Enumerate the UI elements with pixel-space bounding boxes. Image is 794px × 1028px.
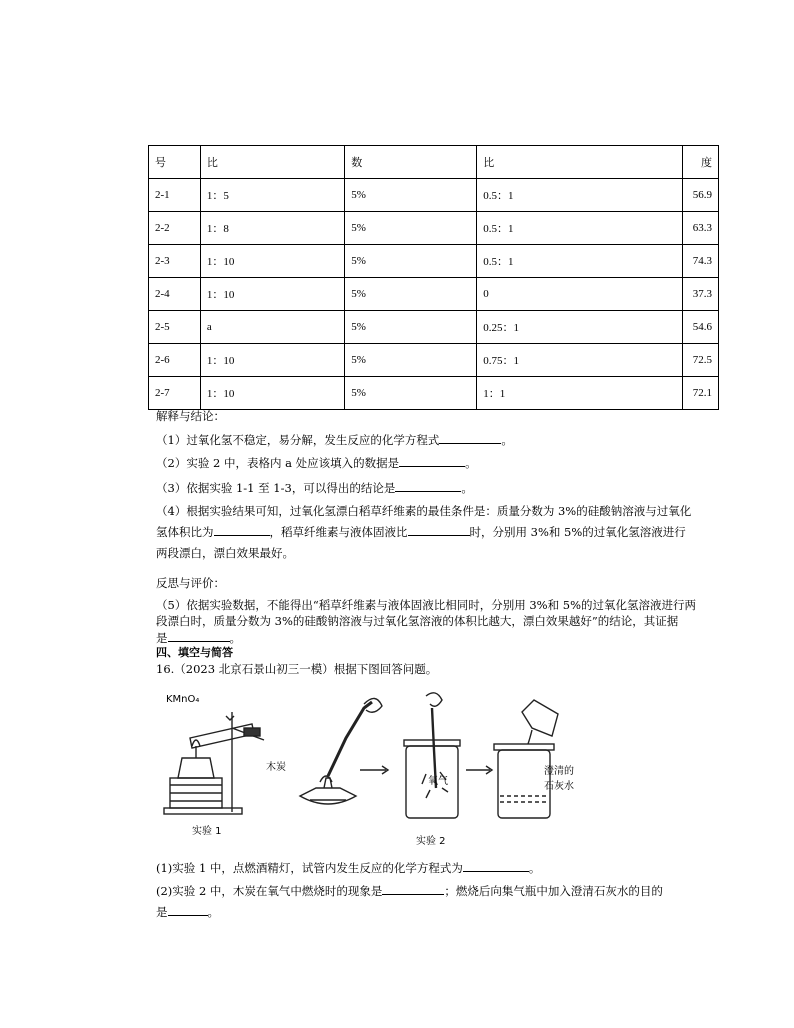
- table-cell: 1：10: [200, 377, 344, 410]
- table-cell: 1：1: [477, 377, 682, 410]
- experiment-figure: [160, 688, 600, 848]
- table-cell: 2-1: [149, 179, 201, 212]
- table-cell: 1：10: [200, 278, 344, 311]
- section-explain: 解释与结论：: [156, 409, 225, 423]
- table-row: [149, 179, 719, 212]
- table-cell: 2-4: [149, 278, 201, 311]
- question-5: （5）依据实验数据，不能得出“稻草纤维素与液体固液比相同时，分别用 3%和 5%的过氧化氢溶液进行两 段漂白时，质量分数为 3%的硅酸钠溶液与过氧化氢溶液的体积比越大，漂白效果越好”的结论，其证据 是 。: [156, 598, 696, 645]
- table-row: [149, 245, 719, 278]
- table-cell: 54.6: [682, 311, 718, 344]
- table-cell: 5%: [345, 245, 477, 278]
- table-cell: 72.5: [682, 344, 718, 377]
- table-cell: 5%: [345, 179, 477, 212]
- table-cell: 2-7: [149, 377, 201, 410]
- table-cell: 0.5：1: [477, 212, 682, 245]
- table-cell: 0.25：1: [477, 311, 682, 344]
- table-cell: 1：10: [200, 344, 344, 377]
- table-cell: 2-5: [149, 311, 201, 344]
- answer-blank[interactable]: [382, 882, 444, 895]
- answer-blank[interactable]: [168, 629, 230, 642]
- section-4-heading: 四、填空与简答: [156, 646, 233, 659]
- limewater-jar: [494, 700, 558, 818]
- table-cell: 74.3: [682, 245, 718, 278]
- kmno4-label: KMnO₄: [166, 694, 200, 705]
- section-reflect: 反思与评价：: [156, 576, 225, 590]
- table-cell: 0.5：1: [477, 245, 682, 278]
- experiment-1-caption: 实验 1: [192, 826, 222, 837]
- charcoal-burning: [300, 698, 382, 804]
- table-row: [149, 311, 719, 344]
- answer-blank[interactable]: [439, 431, 501, 444]
- table-header-cell: 度: [682, 146, 718, 179]
- oxygen-label: 氧气: [428, 776, 448, 787]
- table-cell: 5%: [345, 377, 477, 410]
- answer-blank[interactable]: [395, 479, 461, 492]
- limewater-label-line1: 澄清的: [544, 766, 574, 777]
- table-cell: 0.5：1: [477, 179, 682, 212]
- table-header-cell: 比: [200, 146, 344, 179]
- table-cell: a: [200, 311, 344, 344]
- table-cell: 5%: [345, 344, 477, 377]
- table-row: [149, 344, 719, 377]
- table-header-row: [149, 146, 719, 179]
- table-header-cell: 比: [477, 146, 682, 179]
- table-header-cell: 数: [345, 146, 477, 179]
- table-cell: 5%: [345, 311, 477, 344]
- question-3: （3）依据实验 1-1 至 1-3，可以得出的结论是 。: [156, 481, 473, 495]
- table-cell: 5%: [345, 278, 477, 311]
- table-cell: 63.3: [682, 212, 718, 245]
- table-cell: 1：5: [200, 179, 344, 212]
- table-header-cell: 号: [149, 146, 201, 179]
- table-cell: 0: [477, 278, 682, 311]
- table-cell: 0.75：1: [477, 344, 682, 377]
- charcoal-label: 木炭: [266, 762, 286, 773]
- table-cell: 72.1: [682, 377, 718, 410]
- answer-blank[interactable]: [168, 903, 208, 916]
- answer-blank[interactable]: [408, 523, 470, 536]
- answer-blank[interactable]: [399, 454, 465, 467]
- question-2: （2）实验 2 中，表格内 a 处应该填入的数据是 。: [156, 456, 477, 470]
- table-row: [149, 377, 719, 410]
- oxygen-jar: [404, 693, 460, 818]
- table-cell: 56.9: [682, 179, 718, 212]
- table-cell: 2-6: [149, 344, 201, 377]
- question-1: （1）过氧化氢不稳定，易分解，发生反应的化学方程式 。: [156, 433, 513, 447]
- table-cell: 5%: [345, 212, 477, 245]
- table-row: [149, 212, 719, 245]
- table-cell: 1：10: [200, 245, 344, 278]
- answer-blank[interactable]: [463, 859, 529, 872]
- table-cell: 2-3: [149, 245, 201, 278]
- table-cell: 1：8: [200, 212, 344, 245]
- table-cell: 37.3: [682, 278, 718, 311]
- answer-blank[interactable]: [214, 523, 270, 536]
- experiment-1-apparatus: [164, 712, 264, 814]
- experiment-2-caption: 实验 2: [416, 836, 446, 847]
- part-1: (1)实验 1 中，点燃酒精灯，试管内发生反应的化学方程式为 。: [156, 861, 541, 875]
- limewater-label-line2: 石灰水: [544, 781, 574, 792]
- experiment-table: [148, 145, 719, 410]
- table-row: [149, 278, 719, 311]
- table-cell: 2-2: [149, 212, 201, 245]
- part-2: (2)实验 2 中，木炭在氧气中燃烧时的现象是 ；燃烧后向集气瓶中加入澄清石灰水的目的 是 。: [156, 884, 663, 919]
- question-4: （4）根据实验结果可知，过氧化氢漂白稻草纤维素的最佳条件是：质量分数为 3%的硅酸钠溶液与过氧化 氢体积比为 ，稻草纤维素与液体固液比 时，分别用 3%和 5%的过氧化氢溶液进行 两段漂白，漂白效果最好。: [156, 504, 692, 560]
- question-16: 16.（2023 北京石景山初三一模）根据下图回答问题。: [156, 662, 438, 676]
